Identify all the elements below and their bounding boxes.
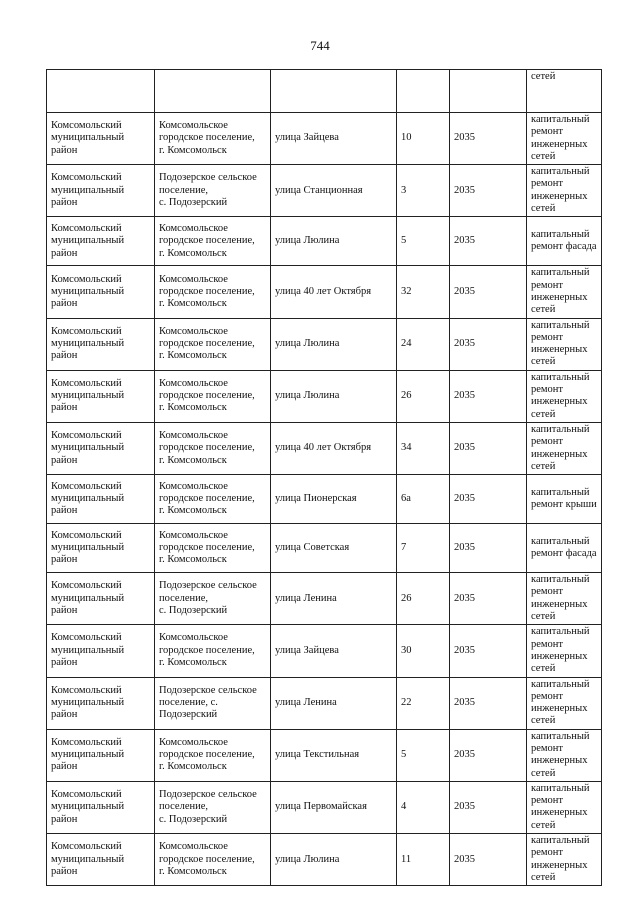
settlement-cell: Подозерское сельское поселение, с. Подозерский: [155, 677, 271, 729]
table-row: [47, 677, 602, 729]
street-cell: улица Зайцева: [271, 625, 397, 677]
street-cell: улица 40 лет Октября: [271, 422, 397, 474]
work-type-cell: капитальный ремонт инженерных сетей: [527, 318, 602, 370]
street-cell: улица Ленина: [271, 573, 397, 625]
district-cell: Комсомольский муниципальный район: [47, 573, 155, 625]
house-number-cell: 30: [397, 625, 450, 677]
settlement-cell: Комсомольское городское поселение, г. Комсомольск: [155, 113, 271, 165]
settlement-cell: Подозерское сельское поселение, с. Подозерский: [155, 573, 271, 625]
house-number-cell: 4: [397, 781, 450, 833]
house-number-cell: [397, 70, 450, 113]
house-number-cell: 24: [397, 318, 450, 370]
work-type-cell: капитальный ремонт инженерных сетей: [527, 370, 602, 422]
house-number-cell: 10: [397, 113, 450, 165]
work-type-cell: капитальный ремонт инженерных сетей: [527, 165, 602, 217]
street-cell: улица Первомайская: [271, 781, 397, 833]
street-cell: [271, 70, 397, 113]
street-cell: улица Люлина: [271, 834, 397, 886]
settlement-cell: Подозерское сельское поселение, с. Подозерский: [155, 165, 271, 217]
work-type-cell: капитальный ремонт фасада: [527, 217, 602, 266]
district-cell: Комсомольский муниципальный район: [47, 475, 155, 524]
house-number-cell: 32: [397, 266, 450, 318]
year-cell: 2035: [450, 113, 527, 165]
district-cell: Комсомольский муниципальный район: [47, 318, 155, 370]
house-number-cell: 6а: [397, 475, 450, 524]
street-cell: улица Станционная: [271, 165, 397, 217]
table-row: [47, 422, 602, 474]
table-row: [47, 113, 602, 165]
table-row: [47, 625, 602, 677]
settlement-cell: Комсомольское городское поселение, г. Комсомольск: [155, 475, 271, 524]
street-cell: улица Советская: [271, 524, 397, 573]
page-number: 744: [310, 38, 330, 53]
work-type-cell: капитальный ремонт инженерных сетей: [527, 573, 602, 625]
settlement-cell: Комсомольское городское поселение, г. Комсомольск: [155, 370, 271, 422]
street-cell: улица Ленина: [271, 677, 397, 729]
table-row: [47, 266, 602, 318]
house-number-cell: 22: [397, 677, 450, 729]
district-cell: Комсомольский муниципальный район: [47, 524, 155, 573]
street-cell: улица Зайцева: [271, 113, 397, 165]
district-cell: Комсомольский муниципальный район: [47, 422, 155, 474]
year-cell: 2035: [450, 370, 527, 422]
street-cell: улица Текстильная: [271, 729, 397, 781]
district-cell: Комсомольский муниципальный район: [47, 625, 155, 677]
street-cell: улица Пионерская: [271, 475, 397, 524]
year-cell: 2035: [450, 475, 527, 524]
table-row: [47, 318, 602, 370]
table-row: [47, 573, 602, 625]
work-type-cell: капитальный ремонт крыши: [527, 475, 602, 524]
year-cell: 2035: [450, 573, 527, 625]
settlement-cell: Комсомольское городское поселение, г. Комсомольск: [155, 625, 271, 677]
year-cell: 2035: [450, 524, 527, 573]
work-type-cell: сетей: [527, 70, 602, 113]
district-cell: [47, 70, 155, 113]
table-row: [47, 524, 602, 573]
house-number-cell: 11: [397, 834, 450, 886]
year-cell: 2035: [450, 625, 527, 677]
settlement-cell: Комсомольское городское поселение, г. Комсомольск: [155, 729, 271, 781]
work-type-cell: капитальный ремонт инженерных сетей: [527, 266, 602, 318]
repair-schedule-table: [46, 69, 602, 886]
work-type-cell: капитальный ремонт инженерных сетей: [527, 113, 602, 165]
settlement-cell: [155, 70, 271, 113]
house-number-cell: 34: [397, 422, 450, 474]
house-number-cell: 5: [397, 729, 450, 781]
district-cell: Комсомольский муниципальный район: [47, 113, 155, 165]
year-cell: 2035: [450, 318, 527, 370]
district-cell: Комсомольский муниципальный район: [47, 781, 155, 833]
table-row: [47, 834, 602, 886]
table-row: [47, 475, 602, 524]
year-cell: 2035: [450, 677, 527, 729]
district-cell: Комсомольский муниципальный район: [47, 677, 155, 729]
work-type-cell: капитальный ремонт инженерных сетей: [527, 781, 602, 833]
year-cell: 2035: [450, 729, 527, 781]
district-cell: Комсомольский муниципальный район: [47, 266, 155, 318]
table-row: [47, 217, 602, 266]
house-number-cell: 3: [397, 165, 450, 217]
table-row: [47, 781, 602, 833]
district-cell: Комсомольский муниципальный район: [47, 834, 155, 886]
house-number-cell: 7: [397, 524, 450, 573]
house-number-cell: 5: [397, 217, 450, 266]
year-cell: 2035: [450, 165, 527, 217]
table-row: [47, 370, 602, 422]
district-cell: Комсомольский муниципальный район: [47, 165, 155, 217]
year-cell: 2035: [450, 217, 527, 266]
house-number-cell: 26: [397, 573, 450, 625]
district-cell: Комсомольский муниципальный район: [47, 370, 155, 422]
settlement-cell: Комсомольское городское поселение, г. Комсомольск: [155, 266, 271, 318]
street-cell: улица Люлина: [271, 217, 397, 266]
table-row-carry-over: [47, 70, 602, 113]
work-type-cell: капитальный ремонт инженерных сетей: [527, 422, 602, 474]
street-cell: улица Люлина: [271, 370, 397, 422]
street-cell: улица 40 лет Октября: [271, 266, 397, 318]
settlement-cell: Комсомольское городское поселение, г. Комсомольск: [155, 318, 271, 370]
district-cell: Комсомольский муниципальный район: [47, 217, 155, 266]
table-row: [47, 165, 602, 217]
settlement-cell: Комсомольское городское поселение, г. Комсомольск: [155, 422, 271, 474]
settlement-cell: Комсомольское городское поселение, г. Комсомольск: [155, 834, 271, 886]
year-cell: 2035: [450, 834, 527, 886]
work-type-cell: капитальный ремонт инженерных сетей: [527, 677, 602, 729]
street-cell: улица Люлина: [271, 318, 397, 370]
work-type-cell: капитальный ремонт фасада: [527, 524, 602, 573]
house-number-cell: 26: [397, 370, 450, 422]
year-cell: [450, 70, 527, 113]
settlement-cell: Комсомольское городское поселение, г. Комсомольск: [155, 217, 271, 266]
settlement-cell: Подозерское сельское поселение, с. Подозерский: [155, 781, 271, 833]
work-type-cell: капитальный ремонт инженерных сетей: [527, 834, 602, 886]
year-cell: 2035: [450, 422, 527, 474]
work-type-cell: капитальный ремонт инженерных сетей: [527, 625, 602, 677]
table-row: [47, 729, 602, 781]
year-cell: 2035: [450, 266, 527, 318]
year-cell: 2035: [450, 781, 527, 833]
work-type-cell: капитальный ремонт инженерных сетей: [527, 729, 602, 781]
settlement-cell: Комсомольское городское поселение, г. Комсомольск: [155, 524, 271, 573]
district-cell: Комсомольский муниципальный район: [47, 729, 155, 781]
